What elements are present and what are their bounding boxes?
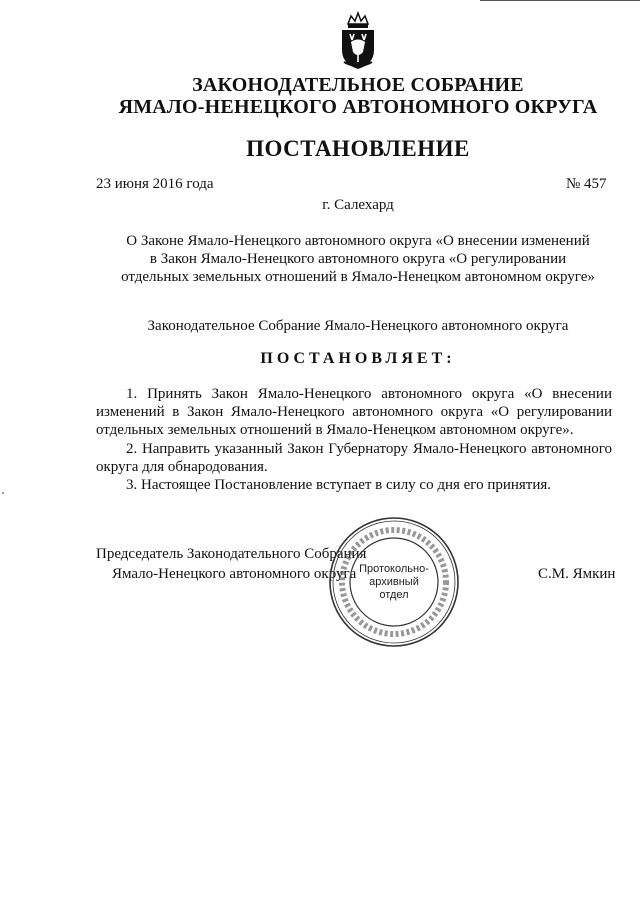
document-number: № 457	[566, 176, 607, 192]
coat-of-arms-icon	[336, 10, 380, 72]
resolution-item-3: 3. Настоящее Постановление вступает в силу со дня его принятия.	[126, 477, 552, 493]
stamp-line: Протокольно-	[359, 563, 429, 575]
subject-line: О Законе Ямало-Ненецкого автономного округа «О внесении изменений	[126, 233, 590, 249]
subject-line: отдельных земельных отношений в Ямало-Ненецком автономном округе»	[121, 269, 595, 285]
stamp-line: отдел	[379, 589, 409, 601]
document-date: 23 июня 2016 года	[96, 176, 214, 192]
scan-margin-mark	[2, 492, 4, 494]
resolution-item-1: 1. Принять Закон Ямало-Ненецкого автономного округа «О внесении изменений в Закон Ямало-Ненецкого автономного округа «О регулировании отдельных земельных отношений в Ямало-Ненецком автономном округе».	[96, 386, 612, 438]
organization-name-line1: ЗАКОНОДАТЕЛЬНОЕ СОБРАНИЕ	[192, 74, 524, 96]
subject-line: в Закон Ямало-Ненецкого автономного округа «О регулировании	[149, 251, 567, 267]
signatory-title-line2: Ямало-Ненецкого автономного округа	[112, 566, 357, 582]
document-city: г. Салехард	[322, 197, 394, 213]
resolves-heading: ПОСТАНОВЛЯЕТ:	[260, 350, 456, 367]
document-subject	[108, 232, 608, 286]
signatory-title-line1: Председатель Законодательного Собрания	[96, 546, 367, 562]
document-type-title: ПОСТАНОВЛЕНИЕ	[246, 136, 470, 161]
assembly-statement: Законодательное Собрание Ямало-Ненецкого автономного округа	[147, 318, 569, 334]
stamp-line: архивный	[369, 576, 419, 588]
top-border-line	[480, 0, 640, 1]
stamp-center-text	[352, 563, 436, 602]
organization-name-line2: ЯМАЛО-НЕНЕЦКОГО АВТОНОМНОГО ОКРУГА	[118, 96, 598, 118]
signatory-name: С.М. Ямкин	[538, 566, 616, 582]
resolution-item-2: 2. Направить указанный Закон Губернатору Ямало-Ненецкого автономного округа для обнародования.	[96, 441, 612, 475]
